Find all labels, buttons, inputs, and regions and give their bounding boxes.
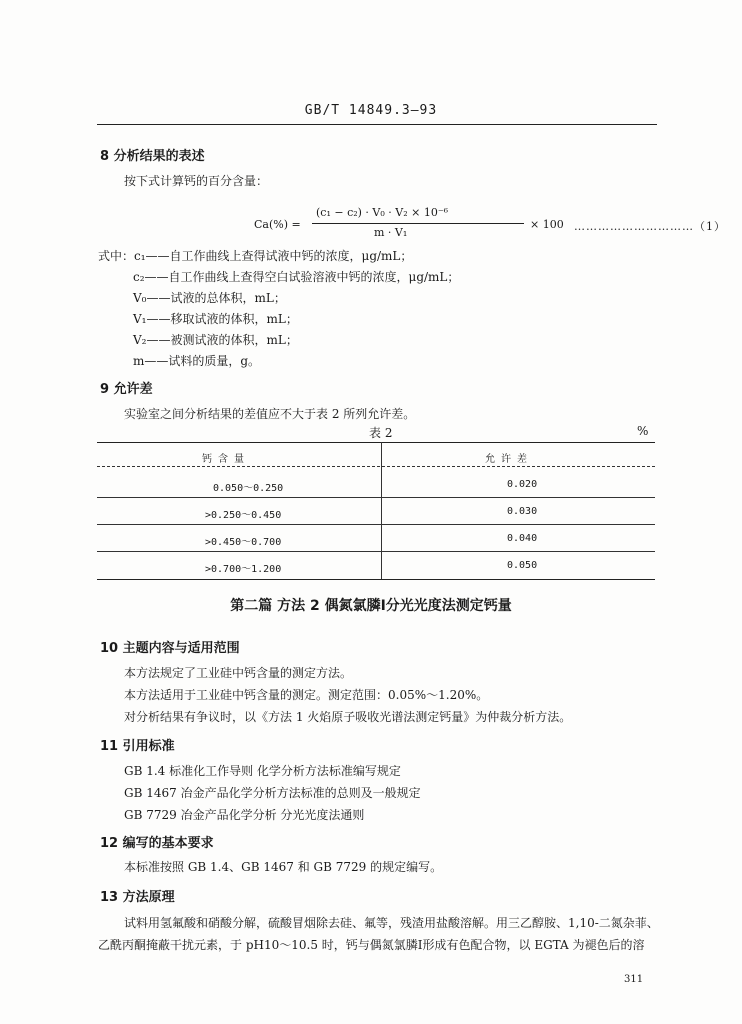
section-13-line: 试料用氢氟酸和硝酸分解，硫酸冒烟除去硅、氟等，残渣用盐酸溶解。用三乙醇胺、1,10-二氮杂菲、 (124, 916, 659, 930)
section-12-line: 本标准按照 GB 1.4、GB 1467 和 GB 7729 的规定编写。 (124, 860, 443, 874)
section-10-heading: 10 主题内容与适用范围 (100, 641, 240, 656)
reference-standard: GB 1.4 标准化工作导则 化学分析方法标准编写规定 (124, 764, 401, 778)
table-cell-content: >0.250～0.450 (205, 510, 282, 521)
calcium-formula (254, 206, 726, 242)
section-9-heading: 9 允许差 (100, 382, 153, 397)
where-line: 式中：c₁——自工作曲线上查得试液中钙的浓度，μg/mL； (98, 249, 413, 263)
fraction-bar (312, 223, 524, 224)
table-row-rule (97, 524, 655, 525)
where-line: V₁——移取试液的体积，mL； (133, 312, 298, 326)
formula-number: …………………………（1） (574, 220, 726, 233)
section-9-intro: 实验室之间分析结果的差值应不大于表 2 所列允许差。 (124, 407, 416, 421)
table-cell-content: >0.450～0.700 (205, 537, 282, 548)
where-line: m——试料的质量，g。 (133, 354, 261, 368)
where-line: c₂——自工作曲线上查得空白试验溶液中钙的浓度，μg/mL； (133, 270, 460, 284)
formula-numerator: (c₁ − c₂) · V₀ · V₂ × 10⁻⁶ (316, 206, 449, 219)
table-header-tolerance: 允 许 差 (485, 454, 528, 465)
table-unit: % (637, 424, 649, 438)
section-13-line: 乙酰丙酮掩蔽干扰元素，于 pH10～10.5 时，钙与偶氮氯膦Ⅰ形成有色配合物，以 EGTA 为褪色后的溶 (98, 938, 645, 952)
standard-code-header: GB/T 14849.3—93 (304, 103, 438, 118)
table-cell-tolerance: 0.030 (507, 506, 538, 517)
table-cell-tolerance: 0.020 (507, 479, 538, 490)
where-line: V₂——被测试液的体积，mL； (133, 333, 298, 347)
table-cell-content: >0.700～1.200 (205, 564, 282, 575)
part-2-title: 第二篇 方法 2 偶氮氯膦Ⅰ分光光度法测定钙量 (230, 598, 512, 614)
formula-lhs: Ca(%) = (254, 218, 301, 231)
section-13-heading: 13 方法原理 (100, 890, 175, 905)
table-caption: 表 2 (369, 426, 393, 440)
section-10-line: 对分析结果有争议时，以《方法 1 火焰原子吸收光谱法测定钙量》为仲裁分析方法。 (124, 710, 572, 724)
section-10-line: 本方法适用于工业硅中钙含量的测定。测定范围：0.05%～1.20%。 (124, 688, 489, 702)
table-header-content: 钙 含 量 (202, 454, 245, 465)
table-row-rule (97, 497, 655, 498)
section-10-line: 本方法规定了工业硅中钙含量的测定方法。 (124, 666, 353, 680)
table-cell-tolerance: 0.050 (507, 560, 538, 571)
table-top-rule (97, 442, 655, 443)
table-cell-tolerance: 0.040 (507, 533, 538, 544)
table-row-rule (97, 551, 655, 552)
section-11-heading: 11 引用标准 (100, 739, 175, 754)
section-8-heading: 8 分析结果的表述 (100, 149, 205, 164)
page-number: 311 (624, 974, 644, 985)
table-column-divider (381, 442, 382, 579)
section-12-heading: 12 编写的基本要求 (100, 836, 214, 851)
table-header-rule (97, 466, 655, 467)
table-cell-content: 0.050～0.250 (213, 483, 284, 494)
reference-standard: GB 1467 冶金产品化学分析方法标准的总则及一般规定 (124, 786, 421, 800)
where-line: V₀——试液的总体积，mL； (133, 291, 286, 305)
table-bottom-rule (97, 579, 655, 580)
formula-denominator: m · V₁ (374, 226, 408, 239)
reference-standard: GB 7729 冶金产品化学分析 分光光度法通则 (124, 808, 365, 822)
header-rule (97, 124, 657, 125)
section-8-intro: 按下式计算钙的百分含量： (124, 174, 269, 188)
formula-multiplier: × 100 (530, 218, 564, 231)
